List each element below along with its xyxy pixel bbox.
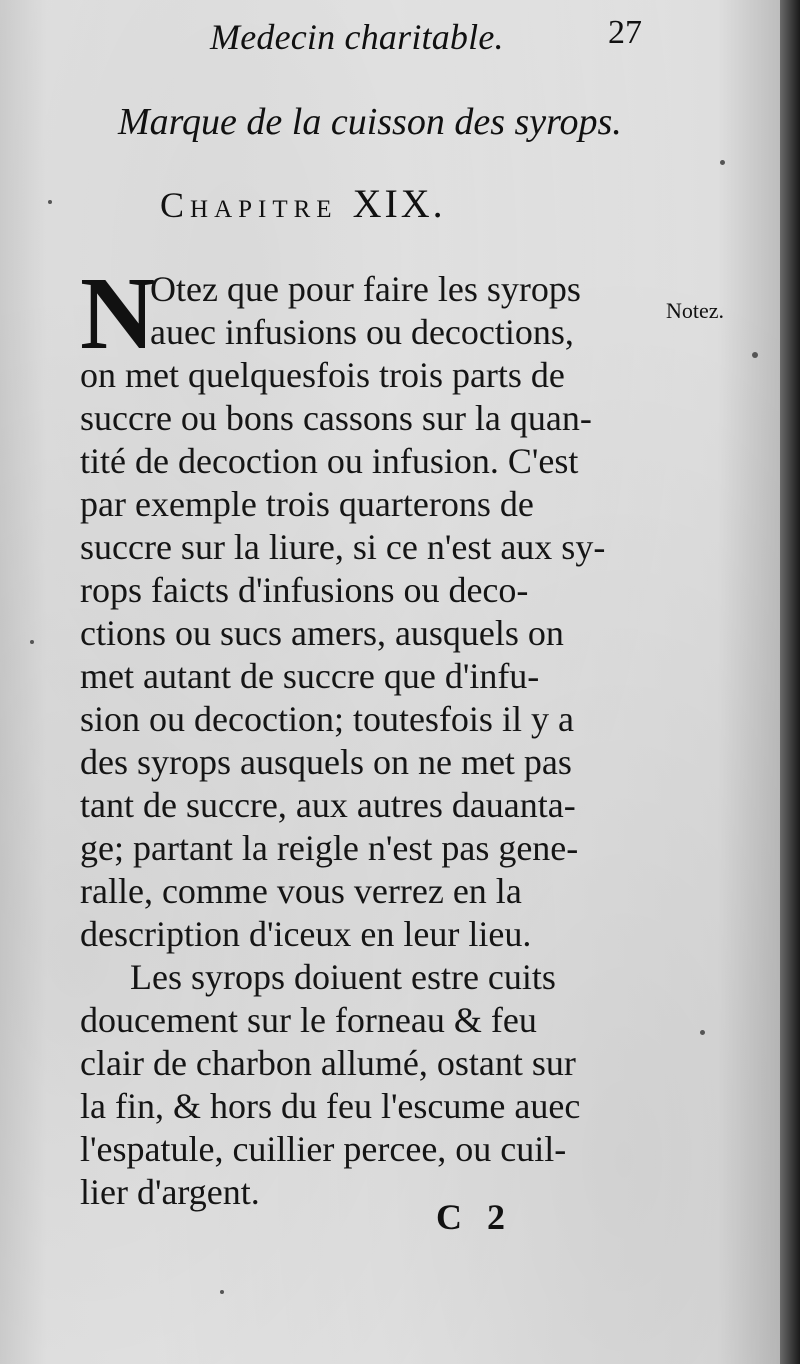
text-line: tant de succre, aux autres dauanta- [80,785,576,825]
margin-note: Notez. [666,298,725,323]
text-line: sion ou decoction; toutesfois il y a [80,699,574,739]
text-line: tité de decoction ou infusion. C'est [80,441,579,481]
paper-speck [720,160,725,165]
text-line: ctions ou sucs amers, ausquels on [80,613,564,653]
running-head: Medecin charitable. [210,17,504,57]
text-line: succre sur la liure, si ce n'est aux sy- [80,527,606,567]
text-line: clair de charbon allumé, ostant sur [80,1043,576,1083]
text-line: on met quelquesfois trois parts de [80,355,565,395]
text-line: ralle, comme vous verrez en la [80,871,522,911]
page-edge-shadow [780,0,800,1364]
text-line: met autant de succre que d'infu- [80,656,540,696]
paper-speck [48,200,52,204]
drop-cap: N [80,256,156,371]
text-line: rops faicts d'infusions ou deco- [80,570,529,610]
paper-speck [700,1030,705,1035]
text-line: Les syrops doiuent estre cuits [130,957,556,997]
text-line: des syrops ausquels on ne met pas [80,742,572,782]
text-line: l'espatule, cuillier percee, ou cuil- [80,1129,567,1169]
paper-speck [220,1290,224,1294]
text-line: ge; partant la reigle n'est pas gene- [80,828,579,868]
text-line: doucement sur le forneau & feu [80,1000,537,1040]
text-line: la fin, & hors du feu l'escume auec [80,1086,581,1126]
text-line: description d'iceux en leur lieu. [80,914,532,954]
paper-speck [30,640,34,644]
text-line: auec infusions ou decoctions, [150,312,574,352]
signature-mark: C 2 [436,1197,513,1237]
chapter-heading [160,180,446,227]
chapter-subtitle: Marque de la cuisson des syrops. [118,101,622,143]
text-line: lier d'argent. [80,1172,260,1212]
text-line: Otez que pour faire les syrops [150,269,581,309]
chapter-word: Chapitre [160,185,338,225]
page-number: 27 [608,14,642,51]
paper-speck [752,352,758,358]
text-line: succre ou bons cassons sur la quan- [80,398,592,438]
chapter-number: XIX. [352,181,446,226]
text-line: par exemple trois quarterons de [80,484,534,524]
